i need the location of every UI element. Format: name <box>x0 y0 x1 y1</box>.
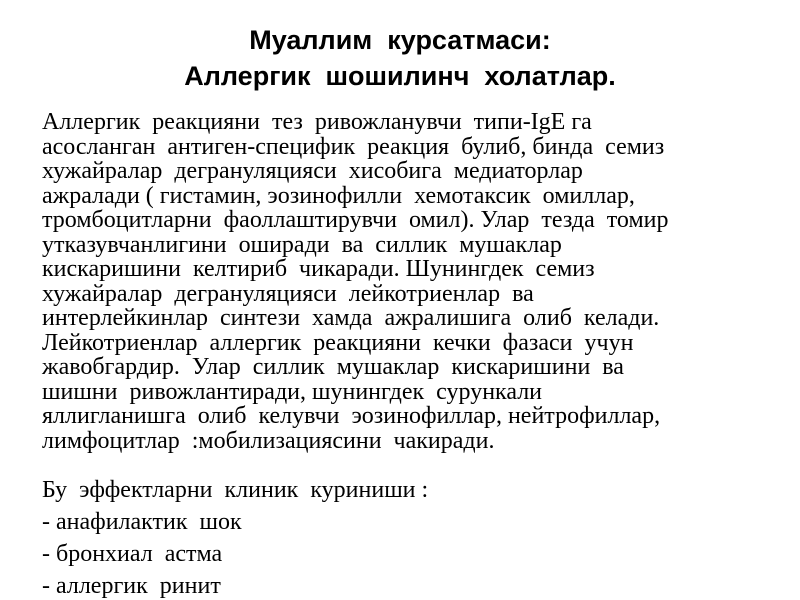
slide-title-line-2: Аллергик шошилинч холатлар. <box>184 61 616 91</box>
paragraph-line: интерлейкинлар синтези хамда ажралишига олиб келади. <box>42 305 660 331</box>
effect-item-bronchial-asthma: - бронхиал астма <box>42 541 223 567</box>
paragraph-line: Аллергик реакцияни тез ривожланувчи типи-IgE га <box>42 109 592 135</box>
effects-lead: Бу эффектларни клиник куриниши : <box>42 477 429 503</box>
paragraph-line: хужайралар дегрануляцияси хисобига медиаторлар <box>42 158 583 184</box>
paragraph-line: кискаришини келтириб чикаради. Шунингдек семиз <box>42 256 595 282</box>
paragraph-line: хужайралар дегрануляцияси лейкотриенлар ва <box>42 280 534 307</box>
effect-item-anaphylactic-shock: - анафилактик шок <box>42 509 242 535</box>
paragraph-line: яллигланишга олиб келувчи эозинофиллар, нейтрофиллар, <box>42 403 661 429</box>
effect-item-allergic-rhinitis: - аллергик ринит <box>42 573 221 599</box>
paragraph-line: Лейкотриенлар аллергик реакцияни кечки фазаси учун <box>42 329 634 356</box>
body-paragraph <box>42 110 782 453</box>
paragraph-line: ажралади ( гистамин, эозинофилли хемотаксик омиллар, <box>42 182 635 209</box>
paragraph-line: асосланган антиген-специфик реакция булиб, бинда семиз <box>42 133 665 160</box>
paragraph-line: жавобгардир. Улар силлик мушаклар кискаришини ва <box>42 354 624 380</box>
slide-title-line-1: Муаллим курсатмаси: <box>249 25 551 55</box>
paragraph-line: шишни ривожлантиради, шунингдек сурункали <box>42 378 543 405</box>
paragraph-line: тромбоцитларни фаоллаштирувчи омил). Улар тезда томир <box>42 207 669 233</box>
paragraph-line: лимфоцитлар :мобилизациясини чакиради. <box>42 427 495 454</box>
paragraph-line: утказувчанлигини оширади ва силлик мушаклар <box>42 231 562 258</box>
